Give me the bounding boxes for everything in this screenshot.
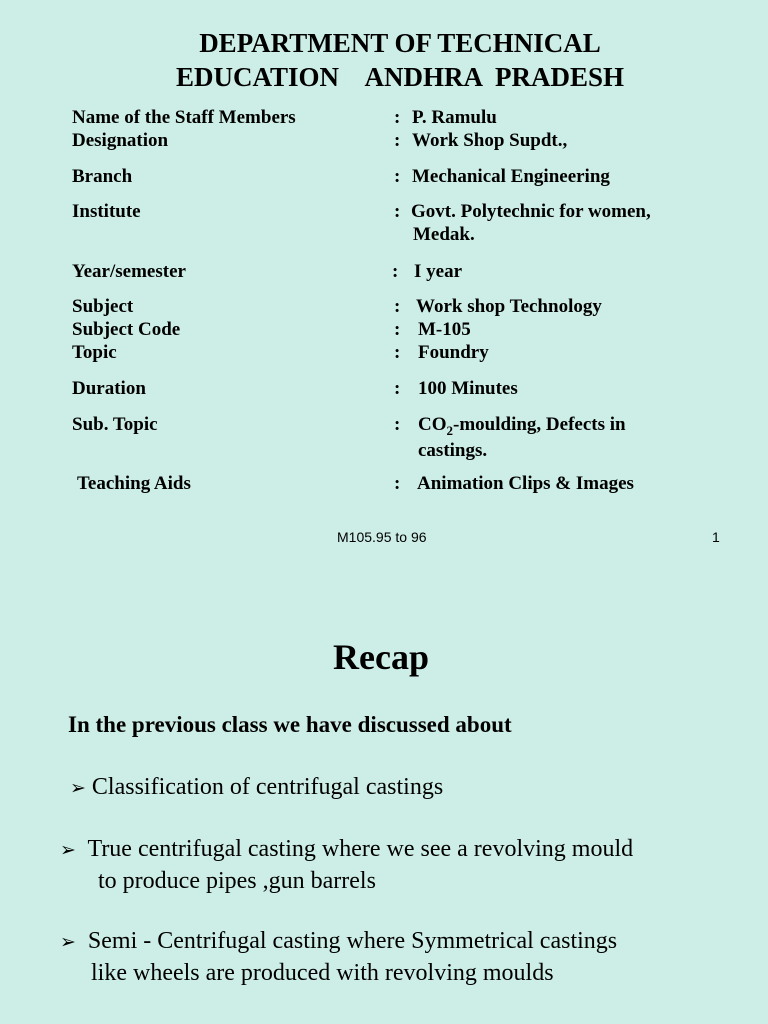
bullet-text-cont: to produce pipes ,gun barrels <box>98 868 376 894</box>
info-value: 100 Minutes <box>418 378 518 399</box>
info-value: Animation Clips & Images <box>417 473 634 494</box>
info-value-line-2: castings. <box>418 439 488 461</box>
bullet-item <box>70 772 443 804</box>
info-value-line-1 <box>418 413 626 442</box>
info-colon: : <box>394 319 401 340</box>
bullet-item <box>60 926 617 989</box>
moulding-text: -moulding, Defects in <box>453 414 626 435</box>
title-line-1: DEPARTMENT OF TECHNICAL <box>199 28 601 58</box>
info-label: Duration <box>72 378 146 399</box>
info-value <box>418 413 626 462</box>
info-colon: : <box>394 378 401 399</box>
info-label: Topic <box>72 342 117 363</box>
info-label: Subject Code <box>72 319 181 340</box>
info-value: P. Ramulu <box>412 107 497 128</box>
info-value-line-1: Govt. Polytechnic for women, <box>411 201 651 222</box>
department-title <box>0 26 768 94</box>
footer-slide-code: M105.95 to 96 <box>337 529 427 545</box>
info-label: Designation <box>72 130 169 151</box>
info-colon: : <box>394 201 401 222</box>
title-line-2: EDUCATION ANDHRA PRADESH <box>175 62 625 92</box>
info-label: Branch <box>72 166 133 187</box>
bullet-text-cont: like wheels are produced with revolving moulds <box>91 960 554 986</box>
footer-page-number: 1 <box>712 529 720 545</box>
slide-recap <box>0 560 768 1024</box>
info-label: Teaching Aids <box>77 473 191 494</box>
info-value: Foundry <box>418 342 489 363</box>
info-colon: : <box>394 342 401 363</box>
recap-intro: In the previous class we have discussed about <box>68 712 512 737</box>
bullet-text: Classification of centrifugal castings <box>91 774 444 800</box>
recap-title: Recap <box>333 637 429 677</box>
arrow-bullet-icon: ➢ <box>60 931 76 953</box>
co-text: CO <box>418 414 447 435</box>
info-value: Work Shop Supdt., <box>412 130 568 151</box>
info-colon: : <box>394 130 401 151</box>
info-value: Work shop Technology <box>416 296 602 317</box>
info-label: Name of the Staff Members <box>72 107 296 128</box>
arrow-bullet-icon: ➢ <box>60 839 76 861</box>
info-colon: : <box>394 414 401 435</box>
subscript-two: 2 <box>446 422 453 438</box>
info-label: Sub. Topic <box>72 414 158 435</box>
info-colon: : <box>392 261 399 282</box>
bullet-text: Semi - Centrifugal casting where Symmetrical castings <box>87 928 618 954</box>
info-value <box>411 200 651 246</box>
info-value: Mechanical Engineering <box>412 166 610 187</box>
info-colon: : <box>394 166 401 187</box>
info-value: I year <box>414 261 463 282</box>
info-label: Institute <box>72 201 141 222</box>
info-label: Subject <box>72 296 134 317</box>
info-value-line-2: Medak. <box>413 224 475 245</box>
arrow-bullet-icon: ➢ <box>70 777 86 799</box>
bullet-text: True centrifugal casting where we see a revolving mould <box>87 836 634 862</box>
info-colon: : <box>394 473 401 494</box>
info-colon: : <box>394 107 401 128</box>
info-colon: : <box>394 296 401 317</box>
info-value: M-105 <box>418 319 471 340</box>
info-label: Year/semester <box>72 261 186 282</box>
bullet-item <box>60 834 633 897</box>
